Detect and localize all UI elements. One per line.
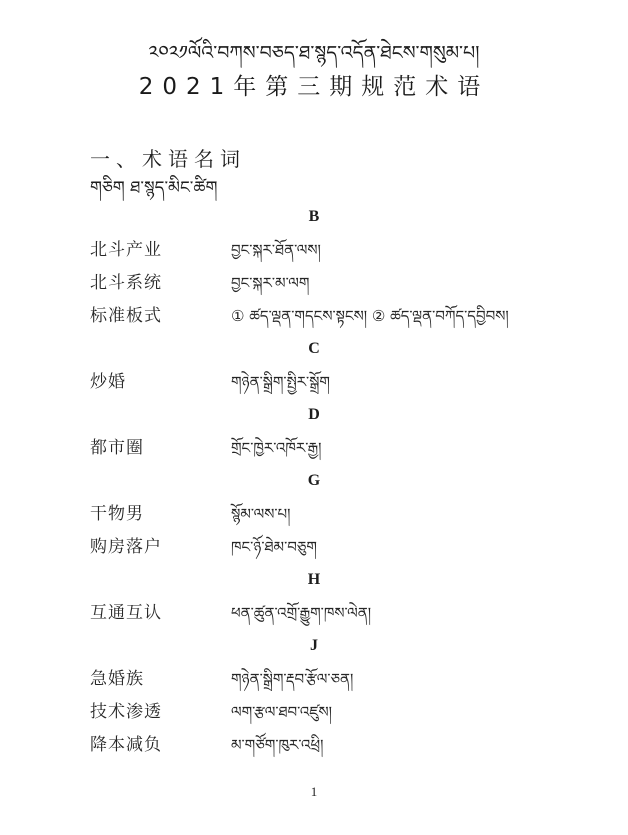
term-chinese: 技术渗透 xyxy=(90,702,162,722)
term-chinese: 标准板式 xyxy=(90,306,162,326)
term-tibetan: གཉེན་སྒྲིག་སྤྱིར་སྒྲོག xyxy=(231,373,330,391)
term-chinese: 北斗系统 xyxy=(90,273,162,293)
term-tibetan: གཉེན་སྒྲིག་རྡབ་རྩོལ་ཅན། xyxy=(231,670,354,688)
group-letter-g: G xyxy=(307,472,321,489)
header-chinese-title: 2021年第三期规范术语 xyxy=(138,74,490,100)
term-tibetan: ཁང་ཉོ་ཐེམ་བཅུག xyxy=(231,538,317,556)
term-tibetan: གྲོང་ཁྱེར་འཁོར་རྒྱ། xyxy=(231,439,322,457)
term-chinese: 干物男 xyxy=(90,504,144,524)
term-tibetan: བྱང་སྐར་མ་ལག xyxy=(231,274,310,292)
group-letter-d: D xyxy=(308,406,320,423)
page-number: 1 xyxy=(310,784,318,799)
term-tibetan: སྙོམ་ལས་པ། xyxy=(231,505,291,523)
term-tibetan: ཕན་ཚུན་འགྲོ་རྒྱུག་ཁས་ལེན། xyxy=(231,604,372,622)
header-tibetan-title: ༢༠༢༡ལོའི་བཀས་བཅད་ཐ་སྙད་འདོན་ཐེངས་གསུམ་པ། xyxy=(148,42,480,64)
term-tibetan: ལག་རྩལ་ཐབ་འཛུས། xyxy=(231,703,332,721)
term-tibetan: མ་གཙོག་ཁུར་འཕྲི། xyxy=(231,736,324,754)
group-letter-h: H xyxy=(307,571,321,588)
term-tibetan: བྱང་སྐར་ཐོན་ལས། xyxy=(231,241,321,259)
group-letter-b: B xyxy=(308,208,320,225)
term-chinese: 降本减负 xyxy=(90,735,162,755)
term-chinese: 炒婚 xyxy=(90,372,126,392)
group-letter-c: C xyxy=(308,340,320,357)
term-chinese: 急婚族 xyxy=(90,669,144,689)
section-title: 一、术语名词 xyxy=(90,147,246,171)
term-chinese: 购房落户 xyxy=(90,537,162,557)
term-tibetan: ① ཚད་ལྡན་གདངས་སྟངས། ② ཚད་ལྡན་བཀོད་དབྱིབས། xyxy=(231,307,509,325)
term-chinese: 都市圈 xyxy=(90,438,144,458)
group-letter-j: J xyxy=(310,637,318,654)
section-tibetan-title: གཅིག ཐ་སྙད་མིང་ཚིག xyxy=(90,178,218,198)
term-chinese: 互通互认 xyxy=(90,603,162,623)
term-chinese: 北斗产业 xyxy=(90,240,162,260)
